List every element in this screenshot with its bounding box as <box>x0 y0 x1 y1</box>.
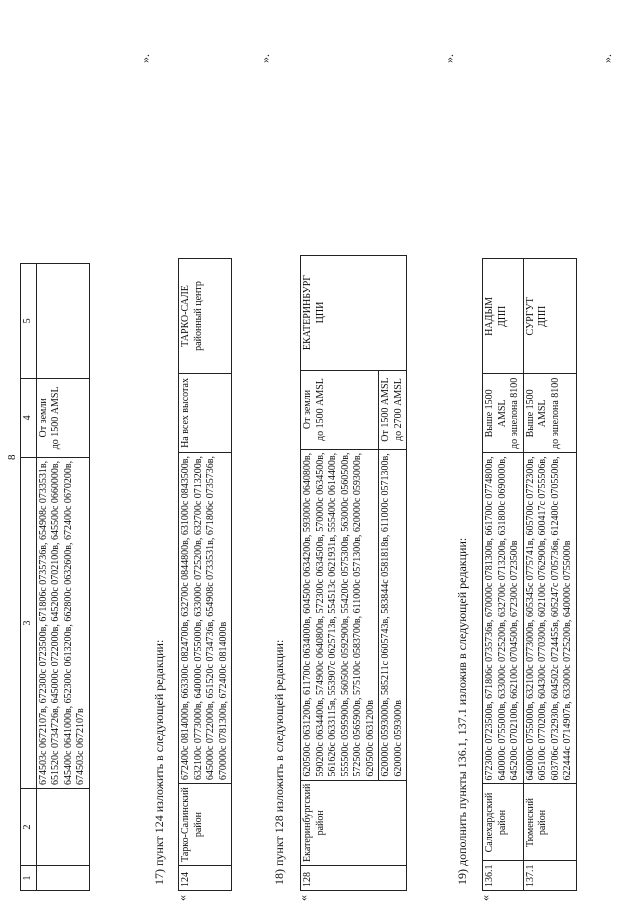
close-quote: ». <box>600 54 614 63</box>
coords-cell: 672300с 0723500в, 671806с 0735736в, 670000с 0781300в, 661700с 0774800в, 640000с 0755000в, 633000с 0725200в, 632700с 0713200в, 631800с 0690000в, 645200с 0702100в, 662100с 0704500в, 672300с 0723500в <box>483 453 524 784</box>
table-row <box>36 263 89 890</box>
close-quote: ». <box>138 54 152 63</box>
altitude-cell: От земли до 1500 AMSL <box>301 370 379 449</box>
header-cell: 5 <box>21 263 37 378</box>
item17-heading: 17) пункт 124 изложить в следующей редакции: <box>152 639 166 885</box>
open-quote: « <box>478 895 492 901</box>
district-name: Екатеринбургский район <box>301 780 407 865</box>
coords-cell: 620000с 0593000в, 585211с 0605743в, 583844с 0581818в, 611000с 0571300в, 620000с 0593000в <box>379 449 407 780</box>
altitude-cell: От земли до 1500 AMSL <box>36 378 89 457</box>
coords-cell: 620500с 0631200в, 611700с 0634000в, 604500с 0634200в, 593000с 0640800в, 590200с 0634400в, 574900с 0640800в, 572300с 0634500в, 570000с 0634500в, 561626с 0633115в, 553907с 0625713в, 554513с 0621931в, 555400с 0614400в, 555500с 0595900в, 560500с 0592900в, 554200с 0575300в, 563000с 0560500в, 572500с 0565900в, 575100с 0583700в, 611000с 0571300в, 620000с 0593000в, 620500с 0631200в <box>301 449 379 780</box>
table-row <box>301 255 379 890</box>
header-cell: 2 <box>21 789 37 866</box>
altitude-cell: От 1500 AMSL до 2700 AMSL <box>379 370 407 449</box>
coords-cell: 672400с 0814000в, 663300с 0824700в, 632700с 0844800в, 631000с 0843500в, 632100с 0773000в, 640000с 0755000в, 633000с 0725200в, 632700с 0713200в, 645000с 0722000в, 651520с 0734736в, 654908с 0733531в, 671806с 0735736в, 670000с 0781300в, 672400с 0814000в <box>179 452 232 783</box>
header-cell: 1 <box>21 866 37 891</box>
table-row <box>523 259 576 891</box>
header-cell: 4 <box>21 378 37 457</box>
close-quote: ». <box>442 54 456 63</box>
page-number: 8 <box>6 454 18 460</box>
unit-cell: ЕКАТЕРИНБУРГ ЦПИ <box>301 255 407 370</box>
row-number: 137.1 <box>523 861 576 891</box>
table-top <box>20 263 90 891</box>
item19-heading: 19) дополнить пункты 136.1, 137.1 изложив в следующей редакции: <box>455 537 469 885</box>
district-name: Тюменский район <box>523 784 576 861</box>
row-number: 128 <box>301 866 407 891</box>
row-number: 124 <box>179 866 232 891</box>
district-name: Салехардский район <box>483 784 524 861</box>
header-cell: 3 <box>21 457 37 788</box>
district-name: Тарко-Салинский район <box>179 784 232 866</box>
table-row <box>179 258 232 890</box>
coords-cell: 674503с 0672107в, 672300с 0723500в, 671806с 0735736в, 654908с 0733531в, 651520с 0734726в, 645000с 0722000в, 645200с 0702100в, 645500с 0660000в, 645400с 0641000в, 652300с 0613200в, 662800с 0632600в, 672400с 0670200в, 674503с 0672107в <box>36 457 89 788</box>
unit-cell: СУРГУТ ДПП <box>523 259 576 374</box>
coords-cell: 640000с 0755000в, 632100с 0773000в, 605345с 0775741в, 605700с 0772300в, 605100с 0770200в, 604300с 0770300в, 602100с 0762900в, 600417с 0755506в, 603706с 0732930в, 604502с 0724455в, 605247с 0705736в, 612400с 0705500в, 622444с 0714907в, 633000с 0725200в, 640000с 0755000в <box>523 453 576 784</box>
close-quote: ». <box>258 54 272 63</box>
table-row <box>483 259 524 891</box>
table-header-row <box>21 263 37 890</box>
table-item17 <box>178 258 232 891</box>
unit-cell: НАДЫМ ДПП <box>483 259 524 374</box>
row-number: 136.1 <box>483 861 524 891</box>
table-item18 <box>300 255 407 891</box>
altitude-cell: Выше 1500 AMSL до эшелона 8100 <box>483 374 524 453</box>
open-quote: « <box>175 895 189 901</box>
altitude-cell: Выше 1500 AMSL до эшелона 8100 <box>523 374 576 453</box>
open-quote: « <box>296 895 310 901</box>
unit-cell: ТАРКО-САЛЕ районный центр <box>179 258 232 373</box>
table-item19 <box>482 258 577 891</box>
item18-heading: 18) пункт 128 изложить в следующей редакции: <box>272 639 286 885</box>
altitude-cell: На всех высотах <box>179 373 232 452</box>
